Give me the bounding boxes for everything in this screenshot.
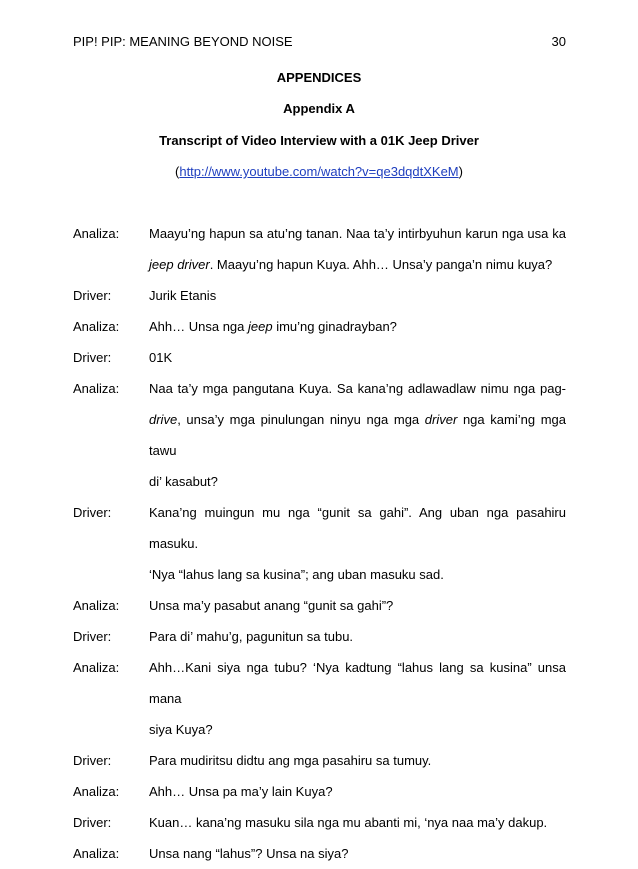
text-segment: Ahh… Unsa pa ma’y lain Kuya? — [149, 784, 333, 799]
utterance — [149, 218, 566, 280]
transcript-entry — [73, 621, 566, 652]
transcript-entry — [73, 652, 566, 745]
speaker-label: Analiza: — [73, 784, 120, 799]
utterance — [149, 280, 566, 311]
utterance-line — [149, 497, 566, 559]
page-number: 30 — [551, 34, 566, 49]
utterance-line — [149, 466, 566, 497]
transcript-entry — [73, 218, 566, 280]
speaker-label: Analiza: — [73, 381, 120, 396]
utterance — [149, 590, 566, 621]
transcript-title: Transcript of Video Interview with a 01K Jeep Driver — [159, 133, 479, 148]
transcript-entry — [73, 745, 566, 776]
utterance-line — [149, 280, 566, 311]
text-segment: Kana’ng muingun mu nga “gunit sa gahi”. Ang uban nga pasahiru masuku. — [149, 505, 566, 551]
italic-term: jeep — [248, 319, 273, 334]
transcript — [73, 218, 566, 869]
utterance-line — [149, 776, 566, 807]
text-segment: Ahh… Unsa nga — [149, 319, 249, 334]
speaker-label: Driver: — [73, 815, 112, 830]
speaker-label: Driver: — [73, 505, 112, 520]
text-segment: Jurik Etanis — [149, 288, 217, 303]
speaker-label: Analiza: — [73, 226, 120, 241]
italic-term: drive — [149, 412, 178, 427]
utterance-line — [149, 373, 566, 404]
speaker-label: Driver: — [73, 350, 112, 365]
utterance — [149, 497, 566, 590]
utterance-line — [149, 590, 566, 621]
link-close-paren: ) — [458, 164, 463, 179]
text-segment: nga kami’ng mga tawu — [149, 412, 566, 458]
speaker-label: Analiza: — [73, 598, 120, 613]
text-segment: , unsa’y mga pinulungan ninyu nga mga — [177, 412, 425, 427]
utterance-line — [149, 342, 566, 373]
utterance-line — [149, 807, 566, 838]
utterance-line — [149, 404, 566, 466]
running-title: PIP! PIP: MEANING BEYOND NOISE — [73, 34, 293, 49]
appendices-heading: APPENDICES — [276, 70, 362, 85]
text-segment: Unsa nang “lahus”? Unsa na siya? — [149, 846, 349, 861]
text-segment: ‘Nya “lahus lang sa kusina”; ang uban masuku sad. — [149, 567, 444, 582]
transcript-entry — [73, 497, 566, 590]
utterance — [149, 621, 566, 652]
speaker-label: Driver: — [73, 753, 112, 768]
text-segment: Para mudiritsu didtu ang mga pasahiru sa tumuy. — [149, 753, 432, 768]
transcript-entry — [73, 311, 566, 342]
link-open-paren: ( — [175, 164, 180, 179]
utterance-line — [149, 249, 566, 280]
utterance — [149, 342, 566, 373]
utterance-line — [149, 745, 566, 776]
speaker-label: Driver: — [73, 629, 112, 644]
transcript-entry — [73, 838, 566, 869]
text-segment: siya Kuya? — [149, 722, 213, 737]
video-link[interactable]: http://www.youtube.com/watch?v=qe3dqdtXKeM — [179, 164, 459, 179]
text-segment: 01K — [149, 350, 173, 365]
utterance — [149, 745, 566, 776]
italic-term: jeep driver — [149, 257, 210, 272]
text-segment: Naa ta’y mga pangutana Kuya. Sa kana’ng adlawadlaw nimu nga pag- — [149, 381, 566, 396]
text-segment: Unsa ma’y pasabut anang “gunit sa gahi”? — [149, 598, 394, 613]
speaker-label: Analiza: — [73, 660, 120, 675]
utterance — [149, 838, 566, 869]
utterance — [149, 807, 566, 838]
transcript-entry — [73, 373, 566, 497]
utterance-line — [149, 311, 566, 342]
utterance — [149, 311, 566, 342]
utterance-line — [149, 559, 566, 590]
text-segment: imu’ng ginadrayban? — [272, 319, 397, 334]
utterance — [149, 652, 566, 745]
utterance-line — [149, 621, 566, 652]
utterance — [149, 776, 566, 807]
transcript-entry — [73, 280, 566, 311]
utterance — [149, 373, 566, 497]
text-segment: Maayu’ng hapun sa atu’ng tanan. Naa ta’y intirbyuhun karun nga usa ka — [149, 226, 566, 241]
transcript-entry — [73, 590, 566, 621]
utterance-line — [149, 652, 566, 714]
text-segment: Ahh…Kani siya nga tubu? ‘Nya kadtung “lahus lang sa kusina” unsa mana — [149, 660, 566, 706]
transcript-entry — [73, 807, 566, 838]
transcript-entry — [73, 776, 566, 807]
appendix-heading: Appendix A — [283, 101, 355, 116]
text-segment: di’ kasabut? — [149, 474, 218, 489]
italic-term: driver — [424, 412, 458, 427]
utterance-line — [149, 218, 566, 249]
utterance-line — [149, 838, 566, 869]
utterance-line — [149, 714, 566, 745]
speaker-label: Analiza: — [73, 846, 120, 861]
speaker-label: Analiza: — [73, 319, 120, 334]
text-segment: Para di’ mahu’g, pagunitun sa tubu. — [149, 629, 354, 644]
speaker-label: Driver: — [73, 288, 112, 303]
text-segment: . Maayu’ng hapun Kuya. Ahh… Unsa’y panga’n nimu kuya? — [209, 257, 553, 272]
transcript-entry — [73, 342, 566, 373]
video-link-line — [0, 164, 638, 179]
text-segment: Kuan… kana’ng masuku sila nga mu abanti mi, ‘nya naa ma’y dakup. — [149, 815, 548, 830]
